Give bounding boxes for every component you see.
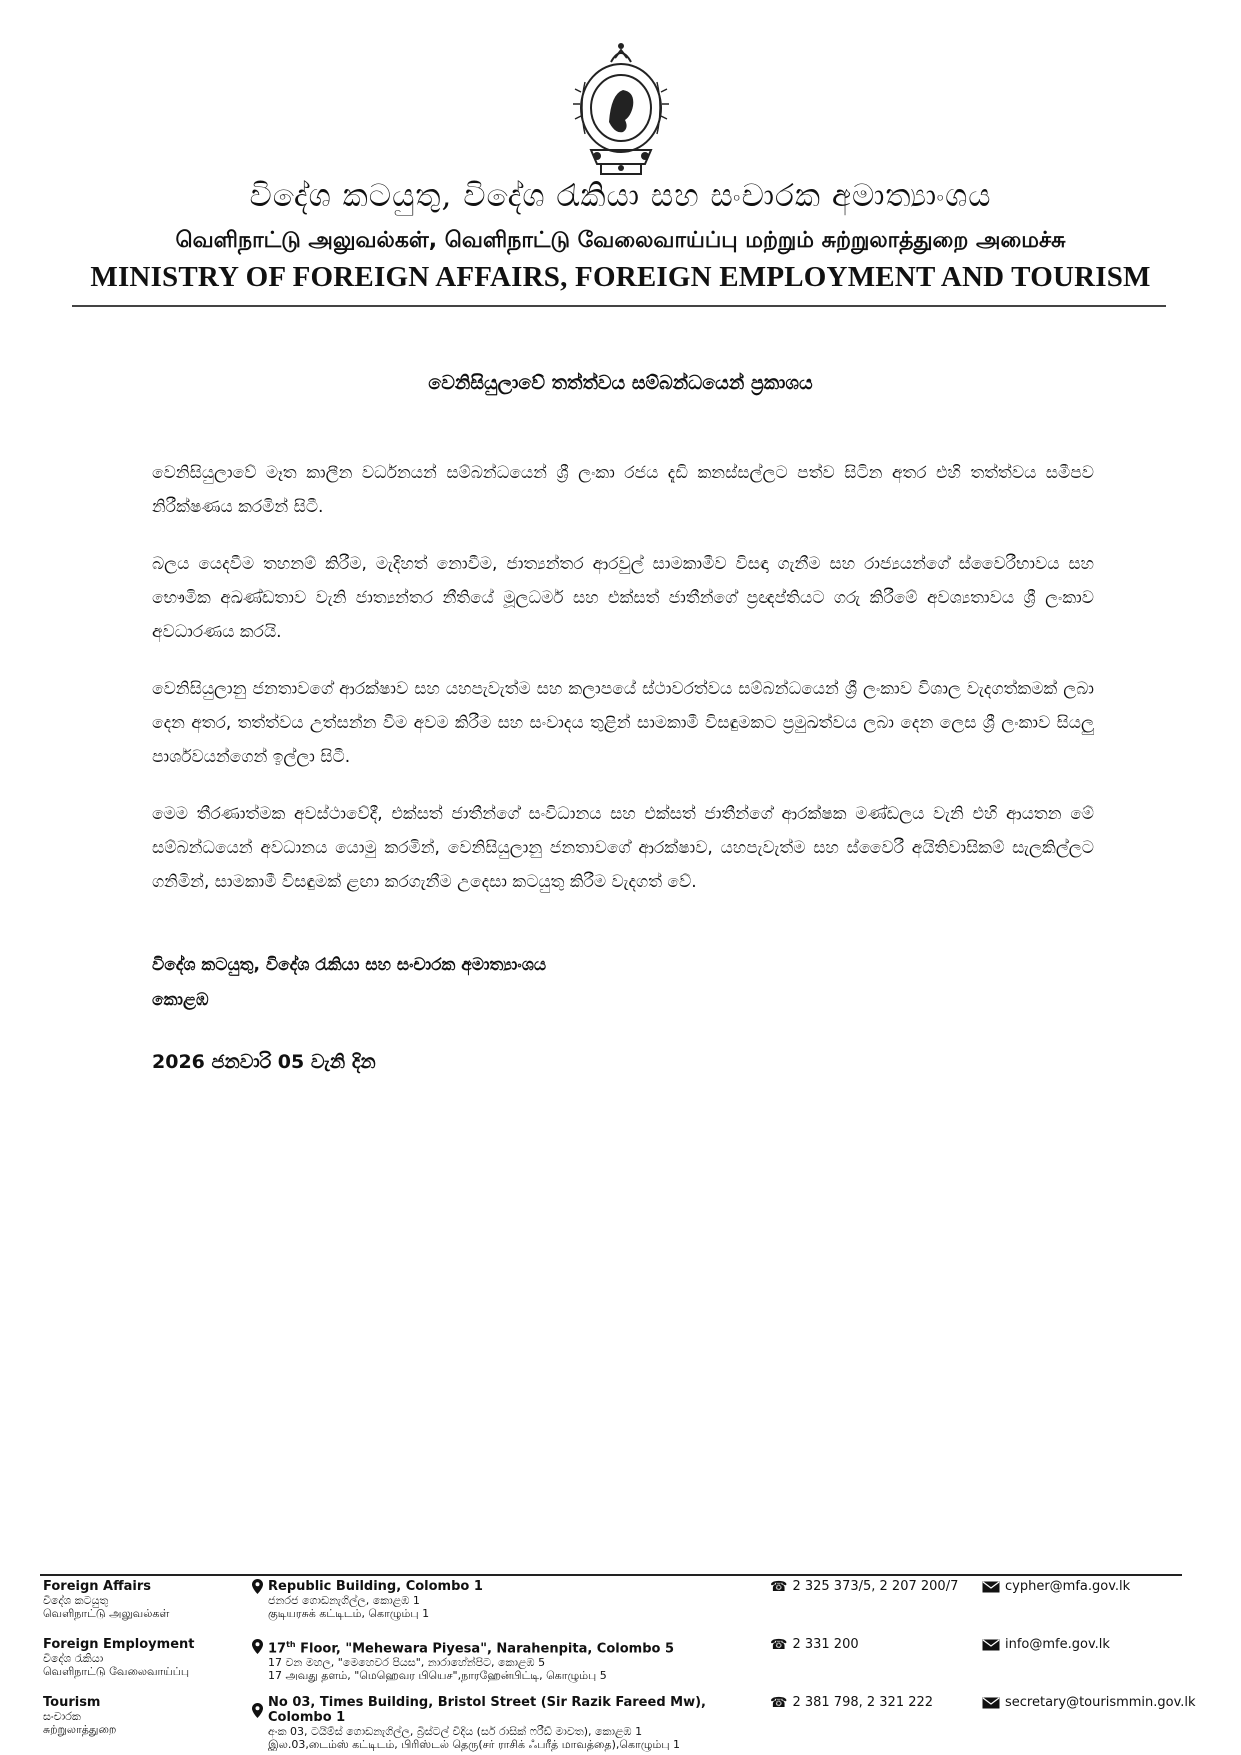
footer-phone-foreign-employment xyxy=(770,1637,975,1653)
ministry-name-tamil: வெளிநாட்டு அலுவல்கள், வெளிநாட்டு வேலைவாய்ப்பு மற்றும் சுற்றுலாத்துறை அமைச்சு xyxy=(175,228,1066,253)
email-address[interactable]: cypher@mfa.gov.lk xyxy=(1005,1579,1131,1594)
location-pin-icon xyxy=(252,1703,263,1718)
footer-address-foreign-affairs xyxy=(252,1579,762,1620)
email-envelope-icon xyxy=(982,1697,1000,1709)
dept-name: Foreign Affairs xyxy=(43,1579,152,1594)
email-address[interactable]: info@mfe.gov.lk xyxy=(1005,1637,1110,1652)
footer-dept-foreign-affairs xyxy=(43,1579,238,1620)
dept-name: Foreign Employment xyxy=(43,1637,195,1652)
address-sinhala: අංක 03, ටයිම්ස් ගොඩනැගිල්ල, බ්‍රිස්ටල් වීදිය (සර් රාසික් ෆරීඩ් මාවත), කොළඹ 1 xyxy=(268,1725,643,1738)
telephone-icon: ☎ xyxy=(770,1579,788,1595)
address-tamil: 17 அவது தளம், "மெஹெவர பியெச",நாரஹேன்பிட்டி, கொழும்பு 5 xyxy=(268,1669,607,1683)
dept-name-sinhala: විදේශ රැකියා xyxy=(43,1652,104,1665)
email-address[interactable]: secretary@tourismmin.gov.lk xyxy=(1005,1695,1196,1710)
dept-name-tamil: சுற்றுலாத்துறை xyxy=(43,1723,117,1736)
location-pin-icon xyxy=(252,1579,263,1594)
address-english: 17th Floor, "Mehewara Piyesa", Narahenpita, Colombo 5 xyxy=(268,1640,675,1657)
address-sinhala: 17 වන මහල, "මෙහෙවර පියස", නාරාහේන්පිට, කොළඹ 5 xyxy=(268,1656,546,1670)
footer-phone-foreign-affairs xyxy=(770,1579,975,1595)
phone-number: 2 331 200 xyxy=(792,1637,859,1652)
address-tamil: குடியரசுக் கட்டிடம், கொழும்பு 1 xyxy=(268,1607,430,1620)
paragraph-3: වෙනිසියුලානු ජනතාවගේ ආරක්ෂාව සහ යහපැවැත්ම සහ කලාපයේ ස්ථාවරත්වය සම්බන්ධයෙන් ශ්‍රී ලංකාව විශාල වැදගත්කමක් ලබා දෙන අතර, තත්ත්වය උත්සන්න වීම අවම කිරීම සහ සංවාදය තුළින් සාමකාමී විසඳුමකට ප්‍රමුඛත්වය ලබා දෙන ලෙස ශ්‍රී ලංකාව සියලු පාර්ශවයන්ගෙන් ඉල්ලා සිටී. xyxy=(152,679,1094,767)
footer-dept-foreign-employment xyxy=(43,1637,238,1678)
address-tamil: இல.03,டைம்ஸ் கட்டிடம், பிரிஸ்டல் தெரு(சர் ராசிக் ஃபரீத் மாவத்தை),கொழும்பு 1 xyxy=(268,1738,681,1751)
signature-ministry: විදේශ කටයුතු, විදේශ රැකියා සහ සංචාරක අමාත්‍යාංශය xyxy=(152,955,547,975)
footer-email-tourism xyxy=(982,1695,1237,1711)
document-body xyxy=(152,456,1094,922)
footer xyxy=(0,1579,1241,1755)
phone-number: 2 325 373/5, 2 207 200/7 xyxy=(792,1579,959,1594)
telephone-icon: ☎ xyxy=(770,1637,788,1653)
footer-dept-tourism xyxy=(43,1695,238,1736)
footer-phone-tourism xyxy=(770,1695,975,1711)
paragraph-1: වෙනිසියුලාවේ මෑත කාලීන වර්ධනයන් සම්බන්ධයෙන් ශ්‍රී ලංකා රජය දැඩි කනස්සල්ලට පත්ව සිටින අතර එහි තත්ත්වය සමීපව නිරීක්ෂණය කරමින් සිටී. xyxy=(152,463,1094,517)
document-title: වෙනිසියුලාවේ තත්ත්වය සම්බන්ධයෙන් ප්‍රකාශය xyxy=(428,372,813,394)
footer-address-foreign-employment xyxy=(252,1637,762,1682)
email-envelope-icon xyxy=(982,1639,1000,1651)
email-envelope-icon xyxy=(982,1581,1000,1593)
footer-divider xyxy=(40,1574,1182,1576)
paragraph-4: මෙම තීරණාත්මක අවස්ථාවේදී, එක්සත් ජාතීන්ගේ සංවිධානය සහ එක්සත් ජාතීන්ගේ ආරක්ෂක මණ්ඩලය වැනි එහි ආයතන මේ සම්බන්ධයෙන් අවධානය යොමු කරමින්, වෙනිසියුලානු ජනතාවගේ ආරක්ෂාව, යහපැවැත්ම සහ ස්වෛරී අයිතිවාසිකම් සැලකිල්ලට ගනිමින්, සාමකාමී විසඳුමක් ළඟා කරගැනීම උදෙසා කටයුතු කිරීම වැදගත් වේ. xyxy=(152,804,1094,892)
ministry-name-english: MINISTRY OF FOREIGN AFFAIRS, FOREIGN EMPLOYMENT AND TOURISM xyxy=(90,261,1151,293)
dept-name-tamil: வெளிநாட்டு அலுவல்கள் xyxy=(43,1607,170,1620)
telephone-icon: ☎ xyxy=(770,1695,788,1711)
ministry-name-sinhala: විදේශ කටයුතු, විදේශ රැකියා සහ සංචාරක අමාත්‍යාංශය xyxy=(249,178,992,214)
phone-number: 2 381 798, 2 321 222 xyxy=(792,1695,934,1710)
document-date: 2026 ජනවාරි 05 වැනි දින xyxy=(152,1051,376,1073)
address-sinhala: ජනරජ ගොඩනැගිල්ල, කොළඹ 1 xyxy=(268,1594,420,1607)
signature-location: කොළඹ xyxy=(152,990,209,1010)
footer-email-foreign-employment xyxy=(982,1637,1237,1653)
dept-name-sinhala: සංචාරක xyxy=(43,1710,81,1723)
dept-name: Tourism xyxy=(43,1695,101,1710)
address-english: No 03, Times Building, Bristol Street (Sir Razik Fareed Mw), Colombo 1 xyxy=(268,1695,706,1725)
footer-address-tourism xyxy=(252,1695,762,1751)
location-pin-icon xyxy=(252,1639,263,1654)
address-english: Republic Building, Colombo 1 xyxy=(268,1579,483,1594)
dept-name-tamil: வெளிநாட்டு வேலைவாய்ப்பு xyxy=(43,1665,190,1678)
paragraph-2: බලය යෙදවීම තහනම් කිරීම, මැදිහත් නොවීම, ජාත්‍යන්තර ආරවුල් සාමකාමීව විසඳා ගැනීම සහ රාජ්‍යයන්ගේ ස්වෛරීභාවය සහ භෞමික අඛණ්ඩතාව වැනි ජාත්‍යන්තර නීතියේ මූලධර්ම සහ එක්සත් ජාතීන්ගේ ප්‍රඥප්තියට ගරු කිරීමේ අවශ්‍යතාවය ශ්‍රී ලංකාව අවධාරණය කරයි. xyxy=(152,554,1094,642)
national-emblem-icon xyxy=(571,42,671,180)
header-divider xyxy=(72,305,1166,307)
footer-email-foreign-affairs xyxy=(982,1579,1237,1595)
dept-name-sinhala: විදේශ කටයුතු xyxy=(43,1594,109,1607)
